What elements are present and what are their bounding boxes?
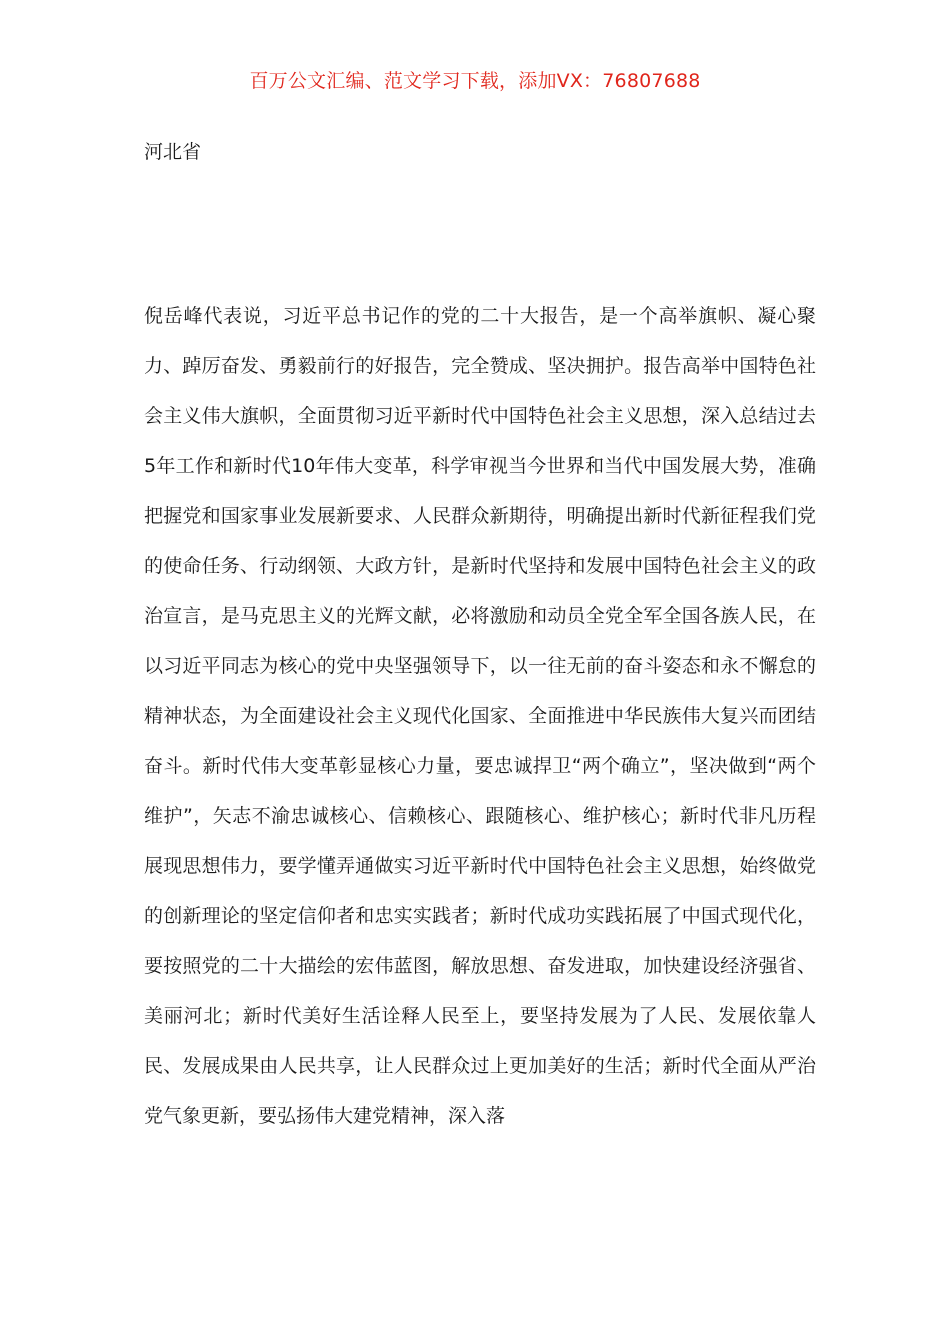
province-heading: 河北省: [144, 141, 202, 163]
body-paragraph: 倪岳峰代表说，习近平总书记作的党的二十大报告，是一个高举旗帜、凝心聚力、踔厉奋发、勇毅前行的好报告，完全赞成、坚决拥护。报告高举中国特色社会主义伟大旗帜，全面贯彻习近平新时代中国特色社会主义思想，深入总结过去5年工作和新时代10年伟大变革，科学审视当今世界和当代中国发展大势，准确把握党和国家事业发展新要求、人民群众新期待，明确提出新时代新征程我们党的使命任务、行动纲领、大政方针，是新时代坚持和发展中国特色社会主义的政治宣言，是马克思主义的光辉文献，必将激励和动员全党全军全国各族人民，在以习近平同志为核心的党中央坚强领导下，以一往无前的奋斗姿态和永不懈怠的精神状态，为全面建设社会主义现代化国家、全面推进中华民族伟大复兴而团结奋斗。新时代伟大变革彰显核心力量，要忠诚捍卫“两个确立”，坚决做到“两个维护”，矢志不渝忠诚核心、信赖核心、跟随核心、维护核心；新时代非凡历程展现思想伟力，要学懂弄通做实习近平新时代中国特色社会主义思想，始终做党的创新理论的坚定信仰者和忠实实践者；新时代成功实践拓展了中国式现代化，要按照党的二十大描绘的宏伟蓝图，解放思想、奋发进取，加快建设经济强省、美丽河北；新时代美好生活诠释人民至上，要坚持发展为了人民、发展依靠人民、发展成果由人民共享，让人民群众过上更加美好的生活；新时代全面从严治党气象更新，要弘扬伟大建党精神，深入落: [144, 305, 816, 1127]
header-banner: 百万公文汇编、范文学习下载，添加VX：76807688: [249, 70, 701, 92]
